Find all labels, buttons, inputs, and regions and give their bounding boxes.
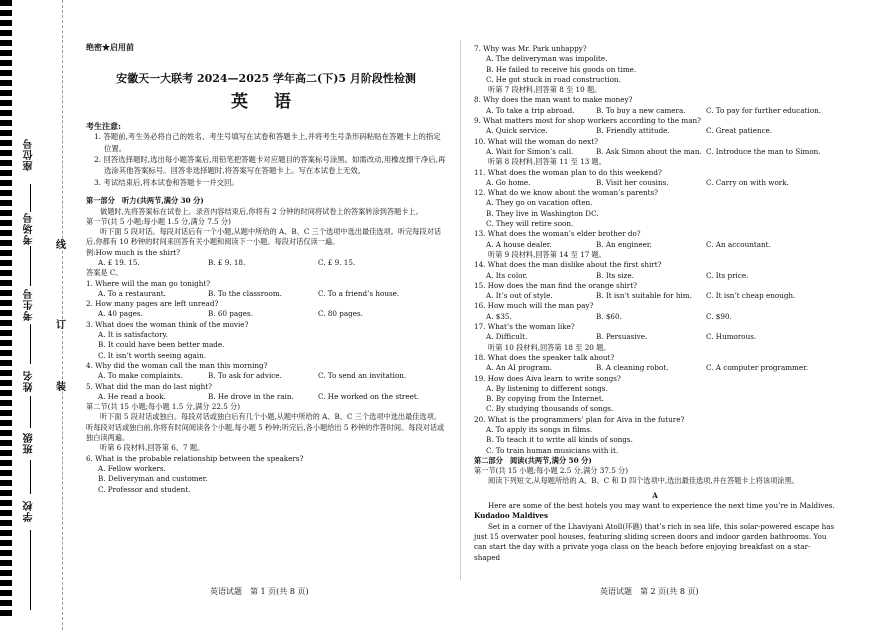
timing-bar xyxy=(0,90,12,96)
option: C. £ 9. 15. xyxy=(318,258,356,267)
question-9: 9. What matters most for shop workers according to the man? xyxy=(474,116,701,126)
timing-bar xyxy=(0,130,12,136)
timing-bar xyxy=(0,230,12,236)
notice-item: 1. 答题前,考生务必将自己的姓名、考生号填写在试卷和答题卡上,并将考生号条形码粘贴在答题卡上的指定位置。 xyxy=(94,132,441,153)
timing-bar xyxy=(0,210,12,216)
section1-heading: 第一节(共 5 小题;每小题 1.5 分,满分 7.5 分) xyxy=(86,216,231,226)
timing-bar xyxy=(0,490,12,496)
option: C. An accountant. xyxy=(706,239,771,249)
option: A. Wait for Simon’s call. xyxy=(486,146,574,156)
question-14-options xyxy=(474,271,836,281)
seat-number-label: 座位号 xyxy=(24,138,35,171)
option: C. By studying thousands of songs. xyxy=(486,404,614,414)
example-answer: 答案是 C。 xyxy=(86,268,123,278)
question-9-options xyxy=(474,126,836,136)
option: B. Its size. xyxy=(596,270,634,280)
option: A. Its color. xyxy=(486,270,528,280)
timing-bar xyxy=(0,390,12,396)
question-20: 20. What is the programmers’ plan for Aiva in the future? xyxy=(474,414,685,424)
seat-number-line xyxy=(30,184,31,212)
timing-bar xyxy=(0,220,12,226)
option: B. 60 pages. xyxy=(208,309,253,319)
question-11-options xyxy=(474,178,836,188)
example-options xyxy=(86,258,446,268)
notice-item: 2. 回答选择题时,选出每小题答案后,用铅笔把答题卡对应题目的答案标号涂黑。如需改动,用橡皮擦干净后,再选涂其他答案标号。回答非选择题时,将答案写在答题卡上。写在本试卷上无效。 xyxy=(94,155,446,176)
timing-bar xyxy=(0,610,12,616)
timing-bar xyxy=(0,290,12,296)
option: C. Carry on with work. xyxy=(706,177,789,187)
timing-bar xyxy=(0,120,12,126)
question-15-options xyxy=(474,291,836,301)
timing-bar xyxy=(0,550,12,556)
option: C. A computer programmer. xyxy=(706,363,809,373)
option: B. An engineer. xyxy=(596,239,652,249)
timing-bar xyxy=(0,190,12,196)
exam-page-1 xyxy=(86,42,446,495)
timing-bar xyxy=(0,480,12,486)
question-16: 16. How much will the man pay? xyxy=(474,301,594,311)
question-2-options xyxy=(86,309,446,319)
class-label: 班级 xyxy=(24,432,35,454)
timing-bar xyxy=(0,450,12,456)
timing-bar xyxy=(0,250,12,256)
option: B. To buy a new camera. xyxy=(596,105,686,115)
question-10-options xyxy=(474,147,836,157)
notice-item: 3. 考试结束后,将本试卷和答题卡一并交回。 xyxy=(94,177,239,187)
question-8-options xyxy=(474,106,836,116)
question-16-options xyxy=(474,312,836,322)
hotel-name: Kudadoo Maldives xyxy=(474,511,549,521)
timing-bar xyxy=(0,330,12,336)
timing-bar xyxy=(0,350,12,356)
timing-bar xyxy=(0,370,12,376)
timing-bar xyxy=(0,40,12,46)
option: C. Its price. xyxy=(706,270,749,280)
option: A. A house dealer. xyxy=(486,239,552,249)
timing-bar xyxy=(0,420,12,426)
timing-bar xyxy=(0,430,12,436)
page-divider xyxy=(460,40,461,580)
question-13: 13. What does the woman’s elder brother do? xyxy=(474,229,641,239)
class-line xyxy=(30,460,31,494)
timing-bar xyxy=(0,590,12,596)
option: B. Visit her cousins. xyxy=(596,177,669,187)
option: C. To pay for further education. xyxy=(706,105,822,115)
timing-bar xyxy=(0,320,12,326)
question-1-options xyxy=(86,289,446,299)
timing-bar xyxy=(0,570,12,576)
option: B. Deliveryman and customer. xyxy=(98,474,208,484)
timing-bar xyxy=(0,60,12,66)
question-18-options xyxy=(474,363,836,373)
cut-word-bind: 订 xyxy=(56,320,66,331)
question-17-options xyxy=(474,332,836,342)
timing-bar xyxy=(0,380,12,386)
material-7-note: 听第 7 段材料,回答第 8 至 10 题。 xyxy=(488,85,602,95)
option: B. £ 9. 18. xyxy=(208,258,246,267)
option: B. Friendly attitude. xyxy=(596,126,670,136)
timing-bar xyxy=(0,20,12,26)
question-1: 1. Where will the man go tonight? xyxy=(86,278,211,288)
option: B. Persuasive. xyxy=(596,332,648,342)
passage-label: A xyxy=(652,490,658,500)
timing-bar xyxy=(0,440,12,446)
question-7: 7. Why was Mr. Park unhappy? xyxy=(474,44,587,53)
option: B. It could have been better made. xyxy=(98,340,225,350)
question-2: 2. How many pages are left unread? xyxy=(86,299,219,309)
option: C. It isn’t worth seeing again. xyxy=(98,350,207,360)
timing-bar xyxy=(0,200,12,206)
option: C. Humorous. xyxy=(706,332,757,342)
option: A. The deliveryman was impolite. xyxy=(486,54,608,64)
passage-intro: Here are some of the best hotels you may want to experience the next time you’re in Maldives. xyxy=(488,501,835,511)
timing-bar xyxy=(0,460,12,466)
page-2-footer: 英语试题 第 2 页(共 8 页) xyxy=(600,587,699,596)
question-5-options xyxy=(86,392,446,402)
option: B. By copying from the Internet. xyxy=(486,394,604,404)
timing-bar xyxy=(0,160,12,166)
section2-intro: 听下面 5 段对话或独白。每段对话或独白后有几个小题,从题中所给的 A、B、C 三个选项中选出最佳选项。听每段对话或独白前,你将有时间阅读各个小题,每小题 5 秒钟;听完后,各小题给出 5 秒钟的作答时间。每段对话或独白读两遍。 xyxy=(86,412,445,443)
candidate-number-line xyxy=(30,324,31,364)
option: A. To make complaints. xyxy=(98,371,183,381)
question-4-options xyxy=(86,371,446,381)
school-line xyxy=(30,530,31,610)
question-5: 5. What did the man do last night? xyxy=(86,381,213,391)
option: A. Go home. xyxy=(486,177,531,187)
option: A. 40 pages. xyxy=(98,309,143,319)
option: A. It is satisfactory. xyxy=(98,330,168,340)
timing-bar xyxy=(0,580,12,586)
option: B. A cleaning robot. xyxy=(596,363,669,373)
reading-section1-heading: 第一节(共 15 小题;每小题 2.5 分,满分 37.5 分) xyxy=(474,466,629,476)
option: B. To ask for advice. xyxy=(208,371,282,381)
timing-bar xyxy=(0,260,12,266)
option: A. They go on vacation often. xyxy=(486,198,593,208)
option: B. Ask Simon about the man. xyxy=(596,146,702,156)
timing-bar xyxy=(0,340,12,346)
option: A. To take a trip abroad. xyxy=(486,105,575,115)
question-10: 10. What will the woman do next? xyxy=(474,136,598,146)
timing-bar xyxy=(0,510,12,516)
option: C. Professor and student. xyxy=(98,484,191,494)
option: B. $60. xyxy=(596,311,622,321)
timing-bar xyxy=(0,470,12,476)
option: A. £ 19. 15. xyxy=(98,258,140,267)
option: B. They live in Washington DC. xyxy=(486,208,599,218)
question-12: 12. What do we know about the woman’s parents? xyxy=(474,188,659,198)
question-19: 19. How does Aiva learn to write songs? xyxy=(474,373,621,383)
timing-bar xyxy=(0,110,12,116)
material-9-note: 听第 9 段材料,回答第 14 至 17 题。 xyxy=(488,249,606,259)
timing-bar xyxy=(0,280,12,286)
option: C. To send an invitation. xyxy=(318,371,407,381)
option: A. To apply its songs in films. xyxy=(486,424,593,434)
option: C. He worked on the street. xyxy=(318,391,420,401)
timing-bar xyxy=(0,270,12,276)
candidate-number-label: 考生号 xyxy=(24,288,35,321)
timing-bar xyxy=(0,50,12,56)
name-label: 姓名 xyxy=(24,370,35,392)
part1-heading: 第一部分 听力(共两节,满分 30 分) xyxy=(86,196,204,206)
page-1-footer: 英语试题 第 1 页(共 8 页) xyxy=(210,587,309,596)
timing-bar xyxy=(0,70,12,76)
binding-margin xyxy=(0,0,66,630)
timing-bar xyxy=(0,300,12,306)
subject-title: 英 语 xyxy=(231,91,301,112)
option: C. They will retire soon. xyxy=(486,219,574,229)
example-question: 例:How much is the shirt? xyxy=(86,247,181,257)
option: B. To teach it to write all kinds of songs. xyxy=(486,435,633,445)
question-17: 17. What’s the woman like? xyxy=(474,322,575,332)
timing-bar xyxy=(0,560,12,566)
option: C. 80 pages. xyxy=(318,309,363,319)
option: C. It isn’t cheap enough. xyxy=(706,291,796,301)
question-13-options xyxy=(474,240,836,250)
option: B. He drove in the rain. xyxy=(208,391,294,401)
hotel-description: Set in a corner of the Lhaviyani Atoll(环礁) that’s rich in sea life, this solar-powered escape has just 15 overwater pool houses, featuring sliding screen doors and indoor garden bathrooms. You can start the day with a private yoga class on the beach before enjoying breakfast on a star-shaped xyxy=(474,521,835,562)
question-11: 11. What does the woman plan to do this weekend? xyxy=(474,167,662,177)
question-14: 14. What does the man dislike about the first shirt? xyxy=(474,260,662,270)
timing-bar xyxy=(0,80,12,86)
reading-section1-intro: 阅读下列短文,从每题所给的 A、B、C 和 D 四个选项中,选出最佳选项,并在答题卡上将该项涂黑。 xyxy=(488,476,799,486)
material-6-note: 听第 6 段材料,回答第 6、7 题。 xyxy=(100,443,205,453)
material-8-note: 听第 8 段材料,回答第 11 至 13 题。 xyxy=(488,157,606,167)
school-label: 学校 xyxy=(24,500,35,522)
option: B. To the classroom. xyxy=(208,288,282,298)
timing-bar xyxy=(0,240,12,246)
room-number-label: 考场号 xyxy=(24,212,35,245)
option: A. An AI program. xyxy=(486,363,552,373)
timing-bar xyxy=(0,100,12,106)
exam-page-2 xyxy=(474,44,836,563)
timing-bar xyxy=(0,150,12,156)
option: A. Quick service. xyxy=(486,126,548,136)
option: A. It’s out of style. xyxy=(486,291,553,301)
option: C. To train human musicians with it. xyxy=(486,445,619,455)
option: A. By listening to different songs. xyxy=(486,383,608,393)
margin-black-bars xyxy=(0,0,12,630)
section1-intro: 听下面 5 段对话。每段对话后有一个小题,从题中所给的 A、B、C 三个选项中选出最佳选项。听完每段对话后,你都有 10 秒钟的时间来回答有关小题和阅读下一小题。每段对话仅读一遍。 xyxy=(86,227,442,247)
timing-bar xyxy=(0,530,12,536)
question-4: 4. Why did the woman call the man this morning? xyxy=(86,360,268,370)
option: A. He read a book. xyxy=(98,391,166,401)
question-8: 8. Why does the man want to make money? xyxy=(474,95,633,105)
option: C. Introduce the man to Simon. xyxy=(706,146,821,156)
timing-bar xyxy=(0,360,12,366)
notice-heading: 考生注意: xyxy=(86,120,121,131)
cut-word-pack: 装 xyxy=(56,382,66,393)
timing-bar xyxy=(0,410,12,416)
option: C. To a friend’s house. xyxy=(318,288,400,298)
confidential-mark: 绝密★启用前 xyxy=(86,42,134,52)
timing-bar xyxy=(0,500,12,506)
section2-heading: 第二节(共 15 小题;每小题 1.5 分,满分 22.5 分) xyxy=(86,402,241,412)
option: A. To a restaurant. xyxy=(98,288,166,298)
timing-bar xyxy=(0,0,12,6)
room-number-line xyxy=(30,246,31,286)
option: B. It isn’t suitable for him. xyxy=(596,291,692,301)
question-15: 15. How does the man find the orange shirt? xyxy=(474,280,637,290)
timing-bar xyxy=(0,170,12,176)
exam-title: 安徽天一大联考 2024—2025 学年高二(下)5 月阶段性检测 xyxy=(116,72,416,86)
question-3: 3. What does the woman think of the movie? xyxy=(86,319,249,329)
question-18: 18. What does the speaker talk about? xyxy=(474,352,615,362)
timing-bar xyxy=(0,180,12,186)
option: A. Fellow workers. xyxy=(98,463,166,473)
option: A. $35. xyxy=(486,311,512,321)
material-10-note: 听第 10 段材料,回答第 18 至 20 题。 xyxy=(488,342,611,352)
part1-intro: 做题时,先将答案标在试卷上。录音内容结束后,你将有 2 分钟的时间将试卷上的答案转涂到答题卡上。 xyxy=(100,206,423,216)
option: C. Great patience. xyxy=(706,126,773,136)
timing-bar xyxy=(0,310,12,316)
timing-bar xyxy=(0,520,12,526)
name-line xyxy=(30,396,31,428)
timing-bar xyxy=(0,140,12,146)
timing-bar xyxy=(0,400,12,406)
timing-bar xyxy=(0,10,12,16)
timing-bar xyxy=(0,600,12,606)
cut-word-line: 线 xyxy=(56,240,66,251)
part2-heading: 第二部分 阅读(共两节,满分 50 分) xyxy=(474,455,592,465)
option: A. Difficult. xyxy=(486,332,528,342)
option: C. He got stuck in road construction. xyxy=(486,74,621,84)
option: C. $90. xyxy=(706,311,732,321)
timing-bar xyxy=(0,540,12,546)
option: B. He failed to receive his goods on time. xyxy=(486,64,637,74)
question-6: 6. What is the probable relationship between the speakers? xyxy=(86,453,304,463)
timing-bar xyxy=(0,30,12,36)
